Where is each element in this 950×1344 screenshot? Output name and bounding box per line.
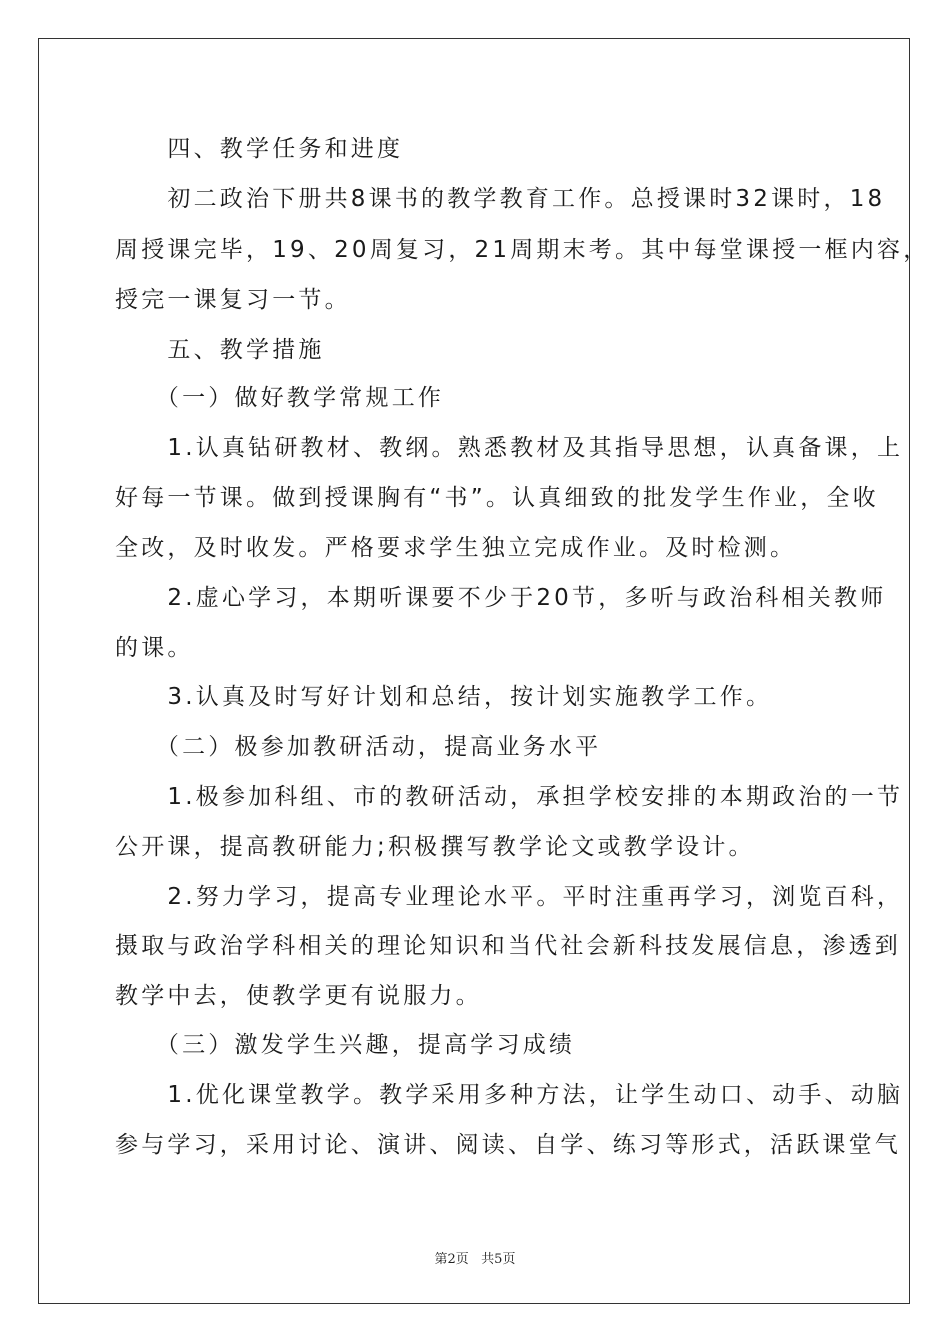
paragraph-line: 授完一课复习一节。 xyxy=(115,287,351,313)
paragraph-line: 好每一节课。做到授课胸有“书”。认真细致的批发学生作业，全收 xyxy=(115,485,879,511)
paragraph-line: 1.极参加科组、市的教研活动，承担学校安排的本期政治的一节 xyxy=(115,784,904,810)
paragraph-line: 公开课，提高教研能力;积极撰写教学论文或教学设计。 xyxy=(115,834,755,860)
paragraph-line: 3.认真及时写好计划和总结，按计划实施教学工作。 xyxy=(115,684,773,710)
subsection-heading: （三）激发学生兴趣，提高学习成绩 xyxy=(115,1032,576,1058)
paragraph-line: 2.虚心学习，本期听课要不少于20节，多听与政治科相关教师 xyxy=(115,585,887,611)
page-number-footer: 第2页 共5页 xyxy=(434,1252,516,1267)
paragraph-line: 全改，及时收发。严格要求学生独立完成作业。及时检测。 xyxy=(115,535,797,561)
paragraph-line: 的课。 xyxy=(115,635,194,661)
paragraph-line: 摄取与政治学科相关的理论知识和当代社会新科技发展信息，渗透到 xyxy=(115,933,901,959)
paragraph-line: 周授课完毕，19、20周复习，21周期末考。其中每堂课授一框内容， xyxy=(115,237,930,263)
page-border xyxy=(38,38,930,1304)
paragraph-line: 1.认真钻研教材、教纲。熟悉教材及其指导思想，认真备课，上 xyxy=(115,435,904,461)
paragraph-line: 初二政治下册共8课书的教学教育工作。总授课时32课时，18 xyxy=(115,186,886,212)
paragraph-line: 教学中去，使教学更有说服力。 xyxy=(115,983,482,1009)
paragraph-line: 2.努力学习，提高专业理论水平。平时注重再学习，浏览百科， xyxy=(115,884,904,910)
paragraph-line: 参与学习，采用讨论、演讲、阅读、自学、练习等形式，活跃课堂气 xyxy=(115,1132,901,1158)
subsection-heading: （二）极参加教研活动，提高业务水平 xyxy=(115,734,602,760)
subsection-heading: （一）做好教学常规工作 xyxy=(115,385,445,411)
section-heading: 四、教学任务和进度 xyxy=(115,136,404,162)
section-heading: 五、教学措施 xyxy=(115,337,325,363)
paragraph-line: 1.优化课堂教学。教学采用多种方法，让学生动口、动手、动脑 xyxy=(115,1082,904,1108)
